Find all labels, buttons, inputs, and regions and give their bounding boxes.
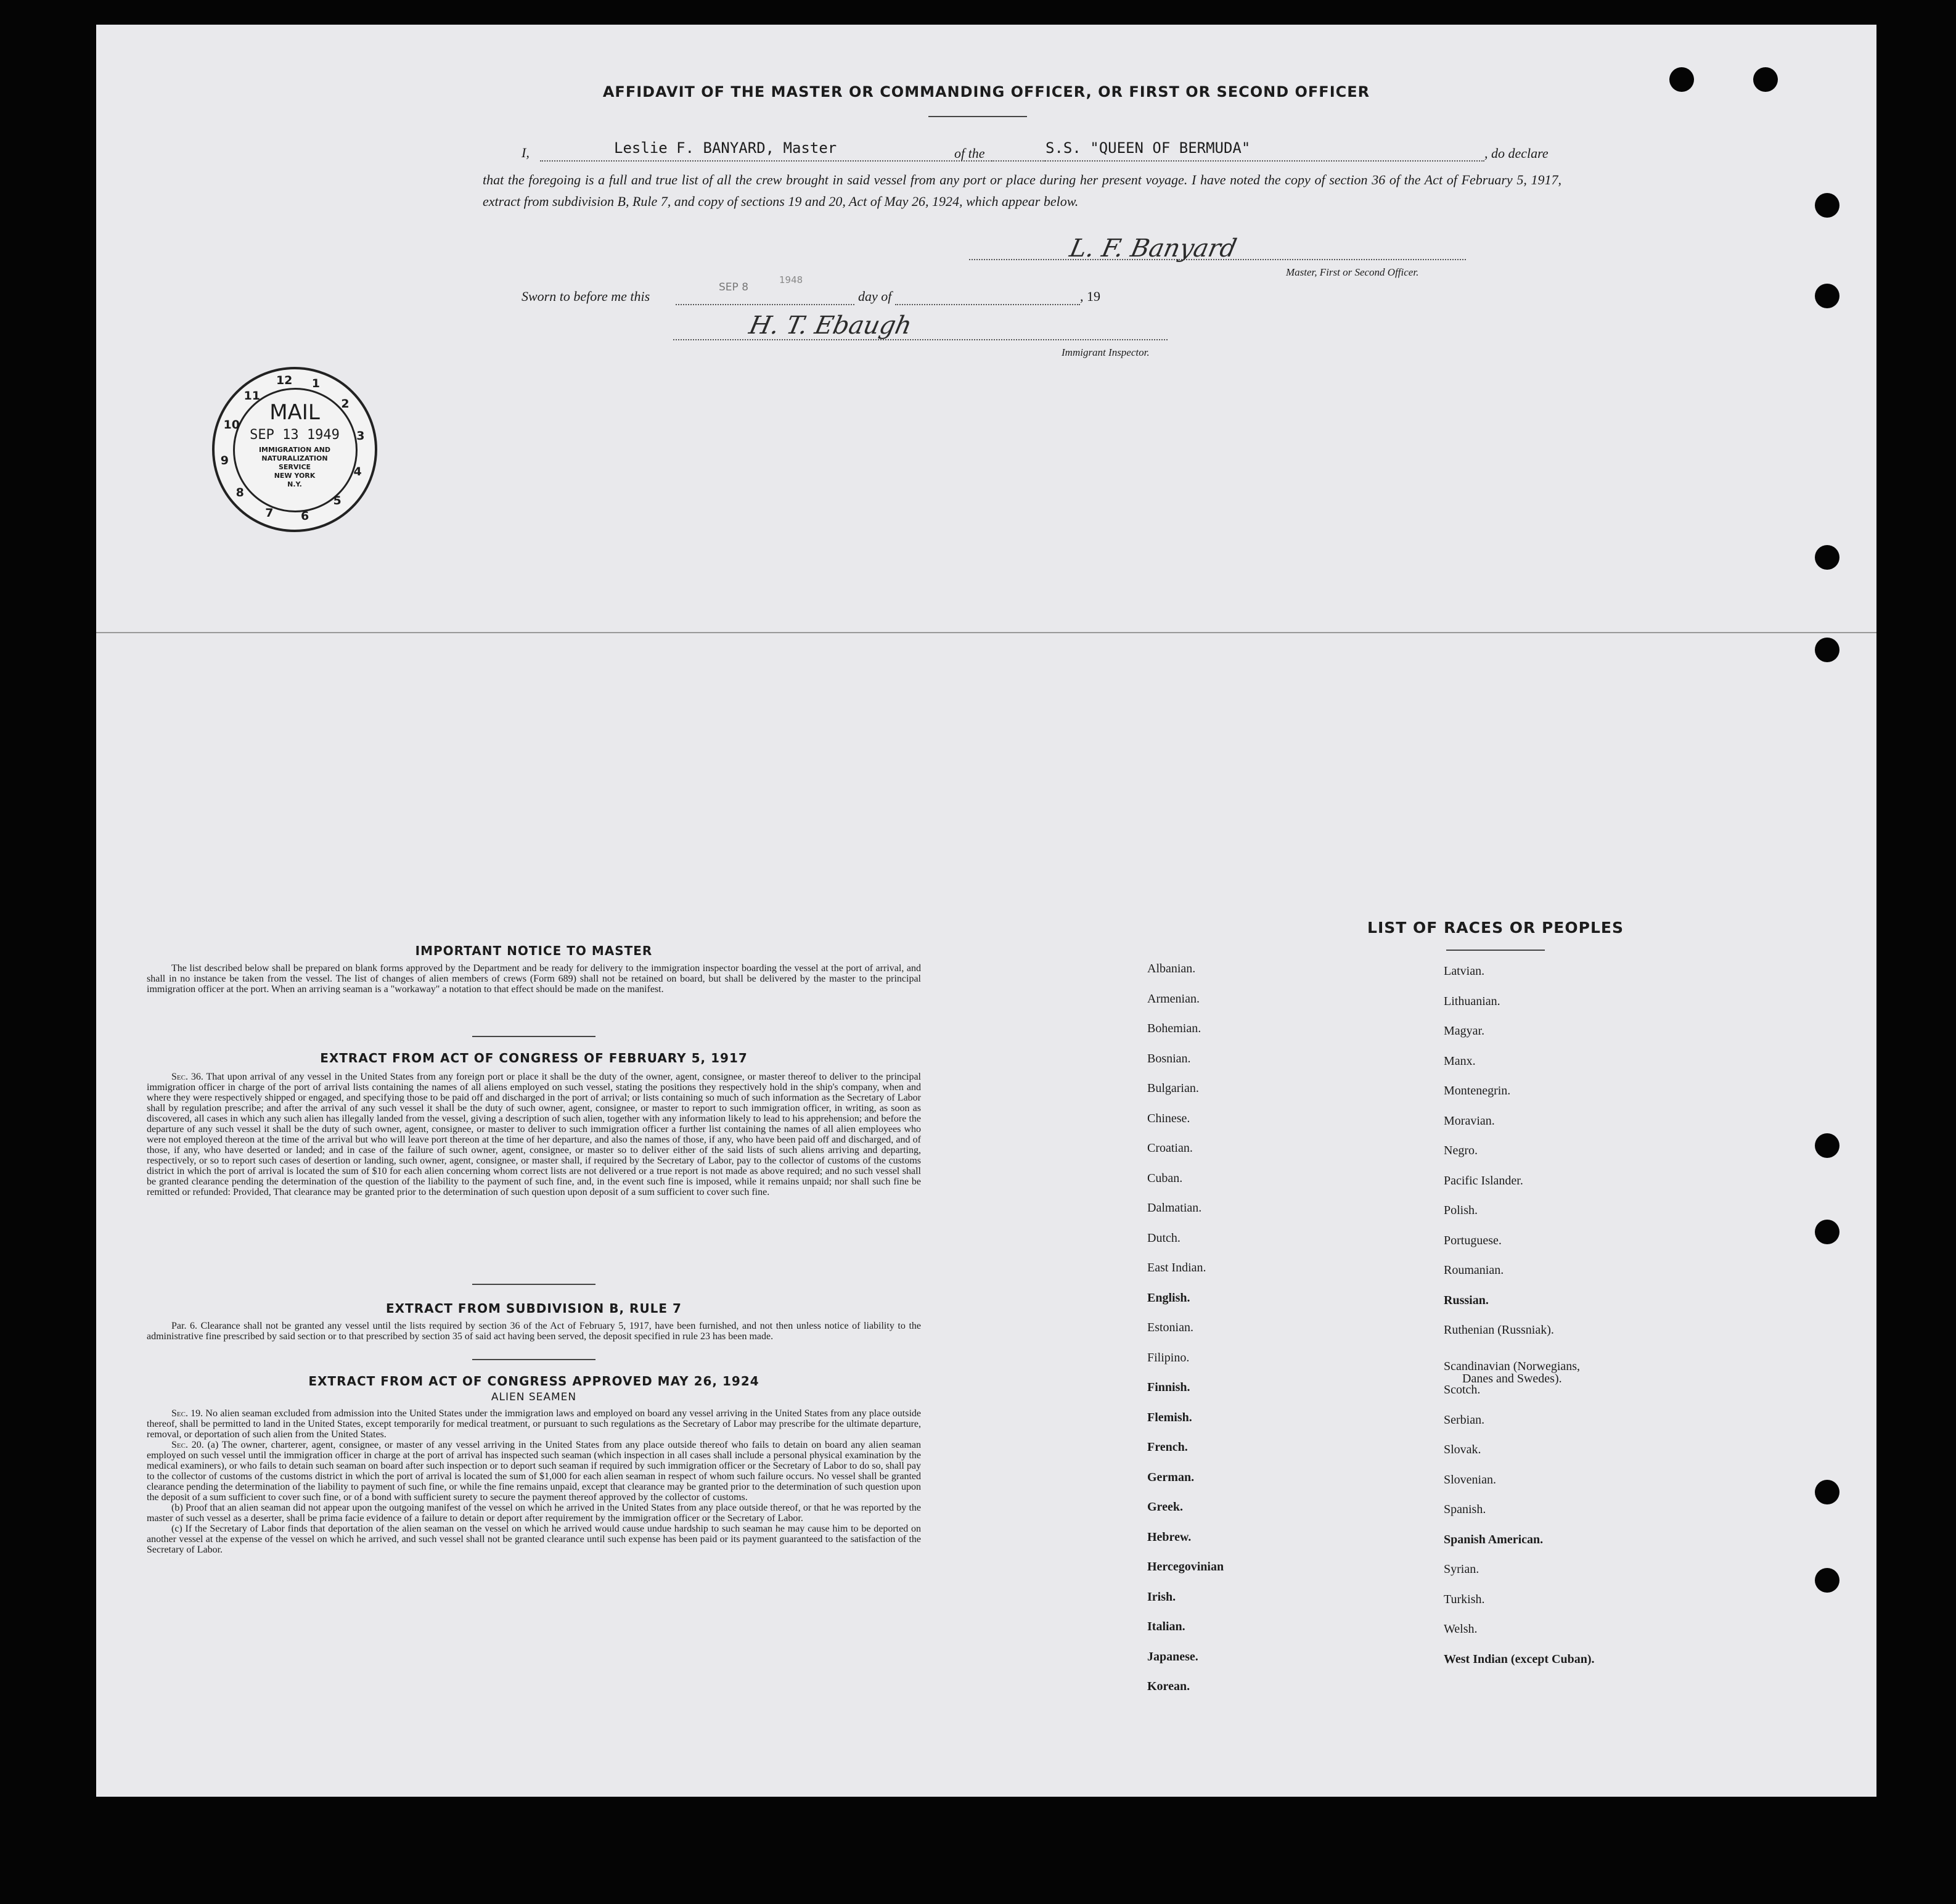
- race-item: Lithuanian.: [1444, 994, 1500, 1008]
- race-item: Hebrew.: [1147, 1530, 1192, 1544]
- rule7-text: [147, 1321, 921, 1342]
- sec36-label: Sec. 36.: [171, 1072, 203, 1082]
- race-item: Chinese.: [1147, 1111, 1190, 1125]
- sec19-label: Sec. 19.: [171, 1408, 203, 1419]
- punch-hole: [1753, 67, 1778, 92]
- race-item: Hercegovinian: [1147, 1560, 1224, 1574]
- stamp-agency-line: IMMIGRATION AND: [258, 446, 331, 454]
- sworn-day-field: [676, 285, 854, 305]
- extract-1924-text: [147, 1408, 921, 1555]
- stamp-number: 1: [311, 376, 320, 390]
- race-item: Cuban.: [1147, 1171, 1183, 1185]
- day-of-label: day of: [858, 289, 892, 304]
- declarant-prefix: I,: [522, 145, 530, 160]
- stamp-number: 8: [235, 486, 244, 500]
- stamp-number: 6: [301, 509, 309, 523]
- stamp-number: 2: [341, 396, 350, 411]
- extract-1917-text: [147, 1072, 921, 1197]
- inspector-caption: Immigrant Inspector.: [1062, 347, 1150, 358]
- master-caption: Master, First or Second Officer.: [1286, 266, 1419, 278]
- race-item: Syrian.: [1444, 1562, 1479, 1576]
- race-item: Latvian.: [1444, 964, 1485, 978]
- race-item: Serbian.: [1444, 1413, 1485, 1427]
- stamp-number: 5: [333, 494, 342, 508]
- immigration-mail-stamp: [212, 367, 377, 532]
- race-item: Japanese.: [1147, 1649, 1198, 1664]
- punch-hole: [1815, 1568, 1839, 1593]
- race-item: Russian.: [1444, 1293, 1489, 1307]
- race-item: Italian.: [1147, 1620, 1185, 1633]
- punch-hole: [1669, 67, 1694, 92]
- stamp-number: 4: [353, 464, 362, 478]
- race-item: Magyar.: [1444, 1024, 1485, 1038]
- extract-1924-heading: EXTRACT FROM ACT OF CONGRESS APPROVED MAY 26, 1924: [308, 1374, 759, 1389]
- race-item: Flemish.: [1147, 1410, 1192, 1424]
- stamp-number: 9: [220, 454, 229, 468]
- race-item: Finnish.: [1147, 1381, 1190, 1394]
- sec20a-text: (a) The owner, charterer, agent, consignee, or master of any vessel arriving in the United States from any place outside thereof who fails to detain on board any alien seaman employed on such vessel until the immigration officer in charge at the port of arrival has inspected such seaman (which inspection in all cases shall include a personal physical examination by the medical examiners), or who fails to detain such seaman on board after such inspection or to deport such seaman if required by such immigration officer or the Secretary of Labor to do so, shall pay to the collector of customs of the customs district in which the port of arrival is located the sum of $1,000 for each alien seaman in respect of whom such failure occurs. No vessel shall be granted clearance pending the determination of the liability to payment of such fine, or while the fine remains unpaid, except that clearance may be granted prior to the determination of such question upon the deposit of a sum sufficient to cover such fine, or of a bond with sufficient surety to secure the payment thereof approved by the collector of customs.: [147, 1440, 922, 1503]
- race-item: German.: [1147, 1470, 1195, 1484]
- sworn-prefix: Sworn to before me this: [522, 289, 650, 304]
- stamp-agency-line: SERVICE: [278, 463, 311, 471]
- notice-heading: IMPORTANT NOTICE TO MASTER: [415, 943, 653, 958]
- race-item: Roumanian.: [1444, 1263, 1504, 1277]
- race-item: Korean.: [1147, 1680, 1190, 1693]
- race-item: Turkish.: [1444, 1592, 1485, 1606]
- extract-1917-divider: [472, 1284, 595, 1285]
- title-divider: [928, 116, 1027, 117]
- stamp-agency-line: NATURALIZATION: [261, 454, 328, 462]
- race-item: Moravian.: [1444, 1114, 1495, 1128]
- race-item: Spanish American.: [1444, 1532, 1544, 1546]
- notice-text: [147, 963, 921, 995]
- sec36-text: That upon arrival of any vessel in the United States from any foreign port or place it shall be the duty of the owner, agent, consignee, or master thereof to deliver to the principal immigration officer in charge of the port of arrival lists containing the names of all aliens employed on such vessel, stating the positions they respectively hold in the ship's company, when and where they were respectively shipped or engaged, and specifying those to be paid off and discharged in the port of arrival; or lists containing so much of such information as the Secretary of Labor shall by regulation prescribe; and after the arrival of any such vessel it shall be the duty of such owner, agent, consignee, or master to report to such immigration officer, in writing, as soon as discovered, all cases in which any such alien has illegally landed from the vessel, giving a description of such alien, together with any information likely to lead to his apprehension; and before the departure of any such vessel it shall be the duty of such owner, agent, consignee, or master to deliver to such immigration officer a further list containing the names of all alien employees who were not employed thereon at the time of the arrival but who will leave port thereon at the time of her departure, and also the names of those, if any, who have been paid off and discharged, and of those, if any, who have deserted or landed; and in case of the failure of such owner, agent, consignee, or master so to deliver either of the said lists of such aliens arriving and departing, respectively, or so to report such cases of desertion or landing, such owner, agent, consignee, or master shall, if required by the Secretary of Labor, pay to the collector of customs of the customs district in which the port of arrival is located the sum of $10 for each alien concerning whom correct lists are not delivered or a true report is not made as above required; and no such vessel shall be granted clearance pending the determination of the question of the liability to the payment of such fine, and, in the event such fine is imposed, while it remains unpaid; nor shall such fine be remitted or refunded: Provided, That clearance may be granted prior to the determination of such question upon deposit of a sum sufficient to cover such fine.: [147, 1072, 921, 1197]
- sworn-year-stamp: 1948: [779, 274, 803, 285]
- stamp-number: 12: [276, 373, 293, 387]
- race-item: Slovenian.: [1444, 1472, 1496, 1487]
- month-field: [895, 285, 1080, 305]
- races-heading: LIST OF RACES OR PEOPLES: [1367, 919, 1624, 937]
- races-divider: [1446, 950, 1545, 951]
- extract-1917-heading: EXTRACT FROM ACT OF CONGRESS OF FEBRUARY 5, 1917: [320, 1051, 748, 1065]
- race-item: Dutch.: [1147, 1231, 1181, 1245]
- stamp-agency-line: N.Y.: [287, 480, 302, 488]
- sec19-text: No alien seaman excluded from admission into the United States under the immigration laws and employed on board any vessel arriving in the United States from any place outside thereof, shall be permitted to land in the United States, except temporarily for medical treatment, or pursuant to such regulations as the Secretary of Labor may prescribe for the ultimate departure, removal, or deportation of such alien from the United States.: [147, 1408, 922, 1440]
- race-item: Dalmatian.: [1147, 1201, 1202, 1215]
- punch-hole: [1815, 284, 1839, 308]
- declarant-name: Leslie F. BANYARD, Master: [614, 139, 837, 157]
- punch-hole: [1815, 1480, 1839, 1504]
- race-item: Pacific Islander.: [1444, 1173, 1523, 1188]
- year-prefix: , 19: [1080, 289, 1100, 304]
- race-item: East Indian.: [1147, 1261, 1206, 1274]
- notice-paragraph: The list described below shall be prepared on blank forms approved by the Department and be ready for delivery to the immigration inspector boarding the vessel at the port of arrival, and shall in no instance be taken from the vessel. The list of changes of alien members of crews (Form 689) shall not be retained on board, but shall be delivered by the master to the principal immigration officer at the port. When an arriving seaman is a "workaway" a notation to that effect should be made on the manifest.: [147, 963, 921, 995]
- stamp-number: 3: [356, 429, 365, 443]
- do-declare-label: , do declare: [1484, 146, 1549, 161]
- race-item: Montenegrin.: [1444, 1084, 1511, 1098]
- race-item: Ruthenian (Russniak).: [1444, 1323, 1554, 1337]
- alien-seamen-subheading: ALIEN SEAMEN: [491, 1391, 577, 1403]
- race-item: Armenian.: [1147, 991, 1200, 1006]
- race-item: Bohemian.: [1147, 1022, 1201, 1035]
- race-item: Bulgarian.: [1147, 1081, 1199, 1095]
- stamp-date: SEP 13 1949: [250, 427, 340, 443]
- punch-hole: [1815, 545, 1839, 570]
- vessel-name: S.S. "QUEEN OF BERMUDA": [1046, 139, 1251, 157]
- race-item: Welsh.: [1444, 1622, 1478, 1636]
- stamp-number: 7: [265, 506, 274, 520]
- race-item: Scotch.: [1444, 1383, 1481, 1397]
- punch-hole: [1815, 193, 1839, 218]
- sec20c-text: (c) If the Secretary of Labor finds that deportation of the alien seaman on the vessel on which he arrived would cause undue hardship to such seaman he may cause him to be deported on another vessel at the expense of the vessel on which he arrived, and such vessel shall not be granted clearance until such expense has been paid or its payment guaranteed to the satisfaction of the Secretary of Labor.: [147, 1524, 921, 1555]
- race-item: Portuguese.: [1444, 1233, 1502, 1247]
- race-item: West Indian (except Cuban).: [1444, 1652, 1595, 1666]
- race-item: Spanish.: [1444, 1503, 1486, 1516]
- race-item: Irish.: [1147, 1590, 1176, 1604]
- stamp-agency: [215, 446, 375, 489]
- punch-hole: [1815, 638, 1839, 662]
- of-the-label: of the: [954, 146, 985, 161]
- race-item: Negro.: [1444, 1144, 1478, 1157]
- race-item: Danes and Swedes).: [1462, 1371, 1562, 1385]
- race-item: English.: [1147, 1291, 1190, 1305]
- sec20-label: Sec. 20.: [171, 1440, 204, 1450]
- race-item: Croatian.: [1147, 1141, 1193, 1155]
- master-signature: L. F. Banyard: [1067, 234, 1240, 263]
- race-item: Filipino.: [1147, 1350, 1190, 1364]
- notice-divider: [472, 1036, 595, 1037]
- form-title: AFFIDAVIT OF THE MASTER OR COMMANDING OFFICER, OR FIRST OR SECOND OFFICER: [602, 83, 1370, 101]
- fold-line: [96, 632, 1876, 633]
- race-item: Manx.: [1444, 1054, 1476, 1068]
- manifest-sheet: [96, 25, 1876, 1797]
- race-item: Greek.: [1147, 1500, 1183, 1514]
- race-item: Polish.: [1444, 1204, 1478, 1217]
- stamp-mail-label: MAIL: [269, 400, 320, 425]
- rule7-heading: EXTRACT FROM SUBDIVISION B, RULE 7: [386, 1301, 682, 1316]
- race-item: Albanian.: [1147, 962, 1196, 975]
- rule7-paragraph: Par. 6. Clearance shall not be granted any vessel until the lists required by section 36 of the Act of February 5, 1917, have been furnished, and not then unless notice of liability to the administrative fine prescribed by said section or to that prescribed by section 35 of said act having been served, the deposit specified in rule 23 has been made.: [147, 1321, 921, 1342]
- race-item: Scandinavian (Norwegians,: [1444, 1359, 1581, 1373]
- sworn-day: SEP 8: [719, 281, 749, 293]
- sec20b-text: (b) Proof that an alien seaman did not appear upon the outgoing manifest of the vessel on which he arrived in the United States from any place outside thereof, or that he was reported by the master of such vessel as a deserter, shall be prima facie evidence of a failure to detain or deport after requirement by the immigration officer or the Secretary of Labor.: [147, 1503, 921, 1524]
- punch-hole: [1815, 1133, 1839, 1158]
- rule7-divider: [472, 1359, 595, 1360]
- declaration-text: that the foregoing is a full and true list of all the crew brought in said vessel from any port or place during her present voyage. I have noted the copy of section 36 of the Act of February 5, 1917, extract from subdivision B, Rule 7, and copy of sections 19 and 20, Act of May 26, 1924, which appear below.: [483, 172, 1561, 209]
- race-item: Bosnian.: [1147, 1051, 1191, 1065]
- punch-hole: [1815, 1220, 1839, 1244]
- stamp-agency-line: NEW YORK: [274, 472, 316, 480]
- stamp-number: 10: [223, 418, 240, 432]
- race-item: Estonian.: [1147, 1321, 1193, 1334]
- stamp-number: 11: [243, 388, 260, 403]
- inspector-signature: H. T. Ebaugh: [747, 311, 915, 340]
- race-item: French.: [1147, 1440, 1188, 1454]
- race-item: Slovak.: [1444, 1443, 1481, 1456]
